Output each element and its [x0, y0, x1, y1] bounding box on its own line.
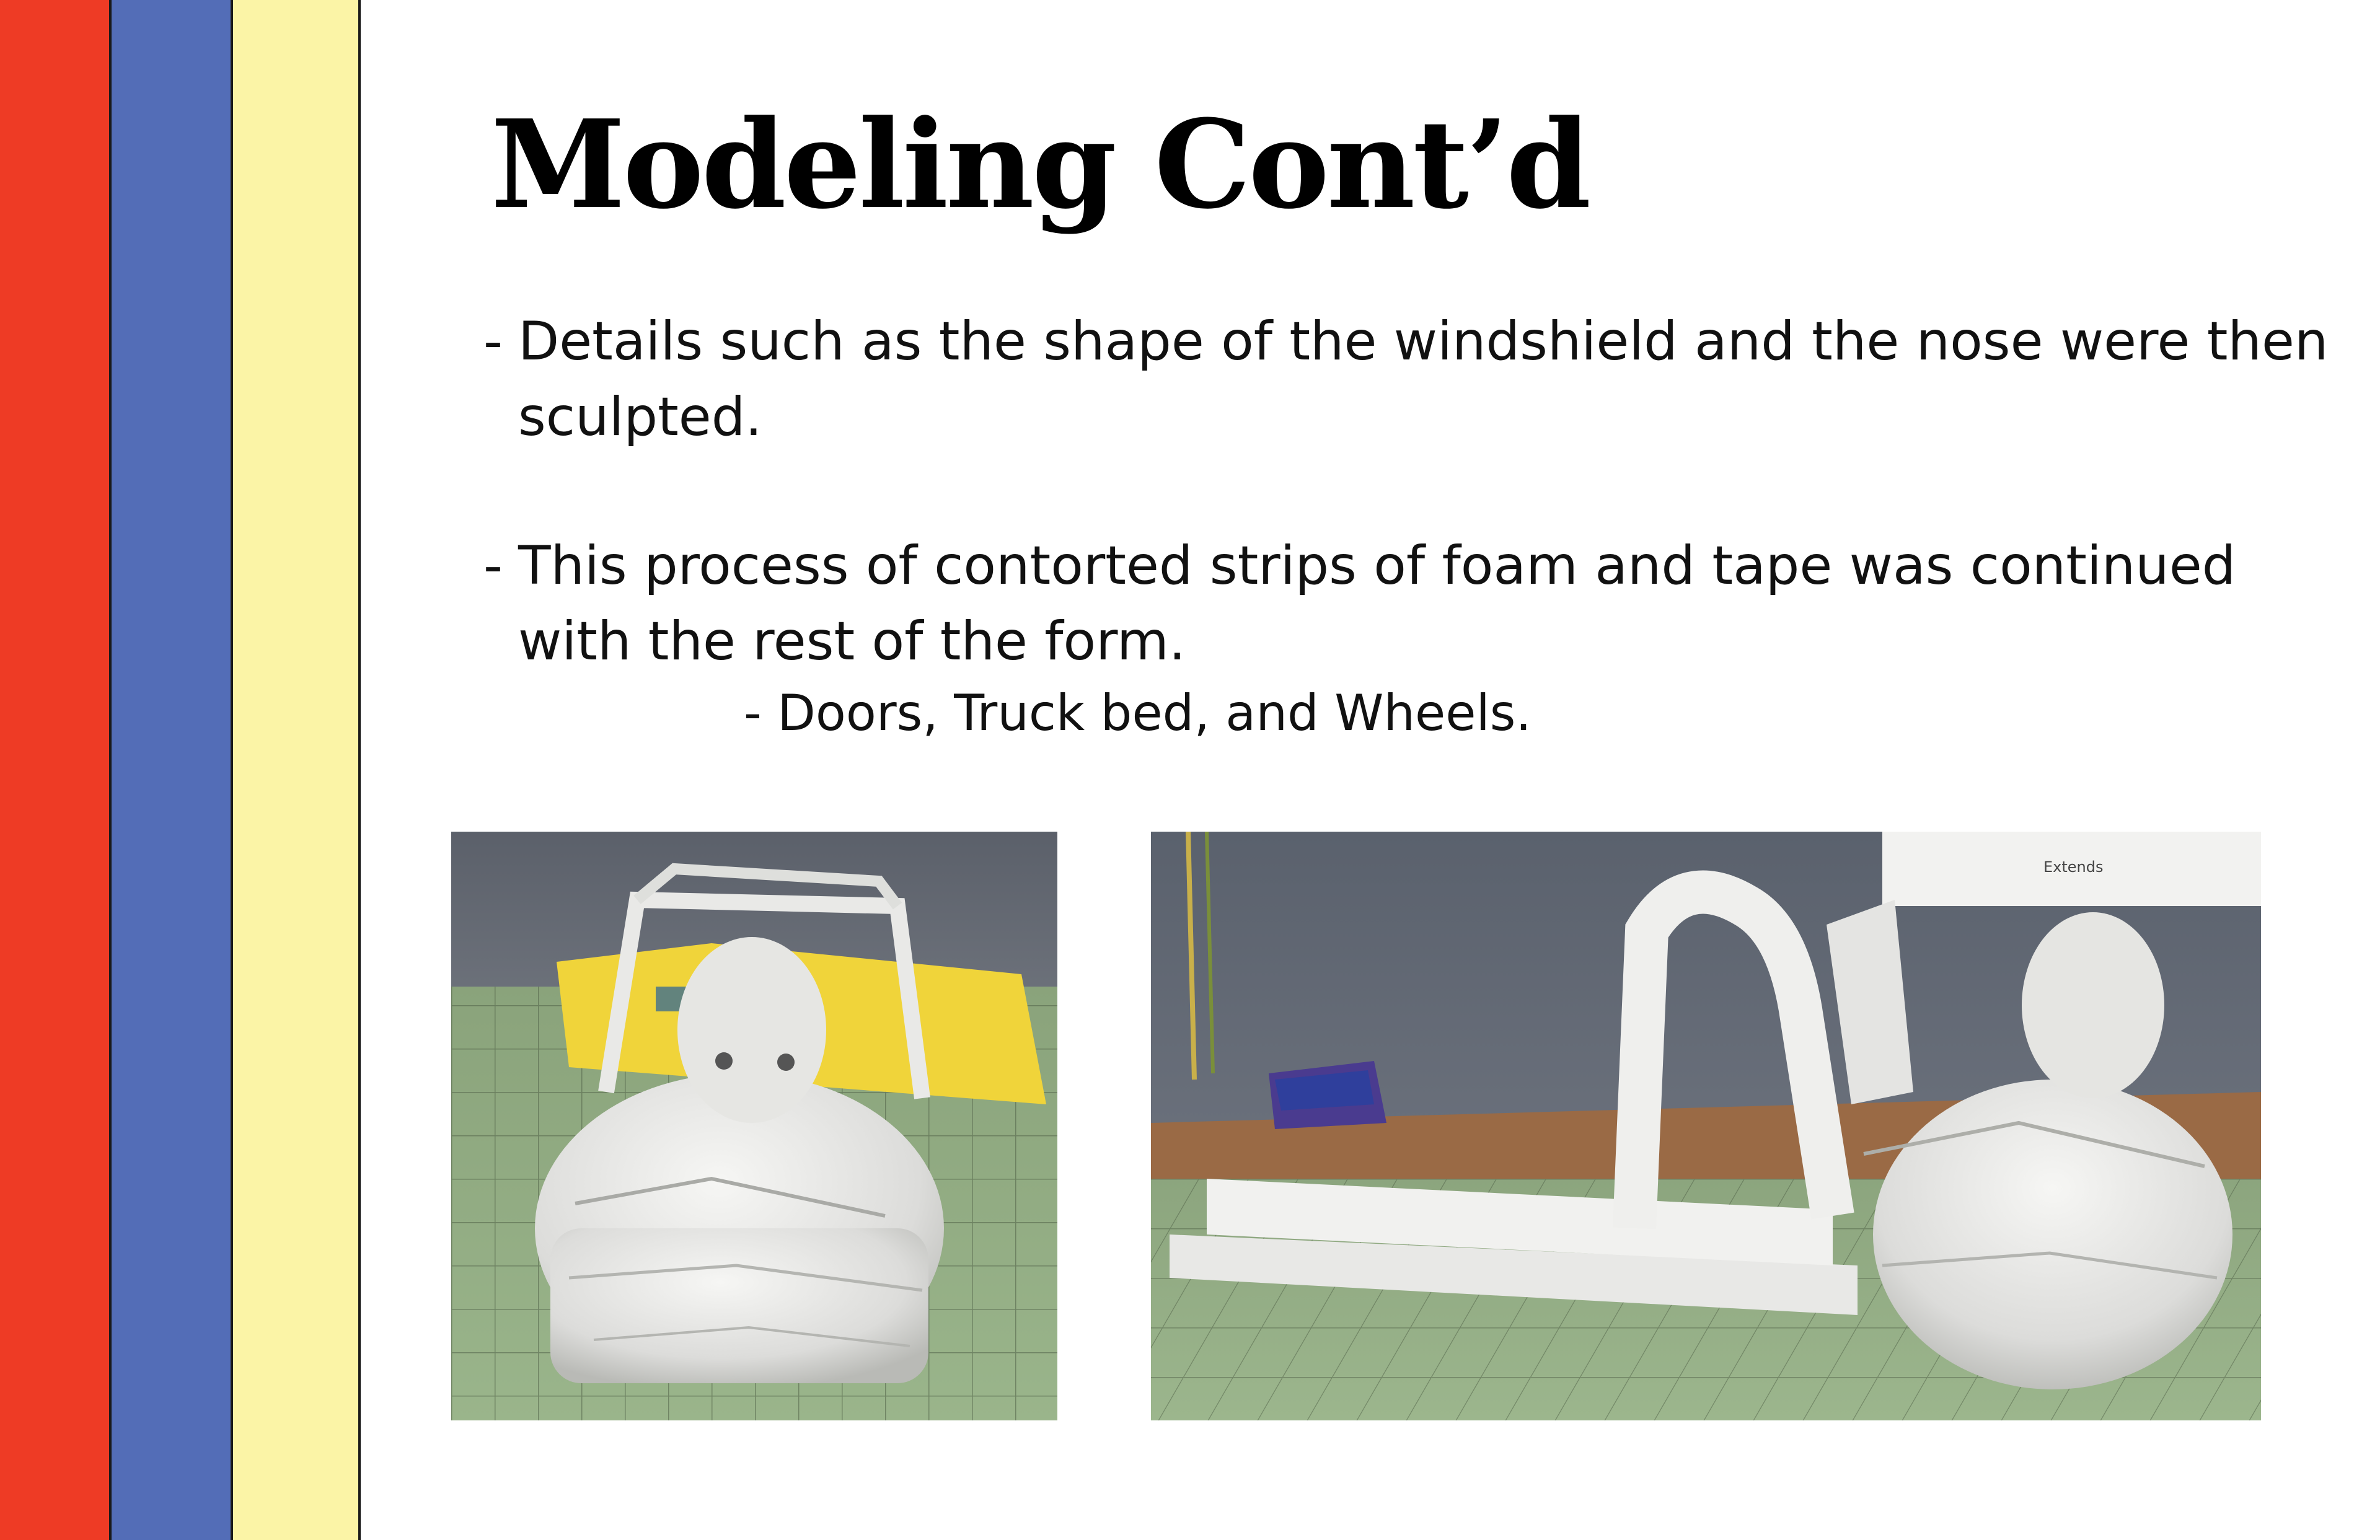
photo-side-view-image	[1151, 832, 2261, 1420]
blue-stripe	[112, 0, 233, 1540]
slide-title: Modeling Cont’d	[491, 94, 1589, 236]
bullet-1-line-2: sculpted.	[518, 386, 762, 448]
photo-front-view	[451, 832, 1057, 1420]
bullet-2-line-2: with the rest of the form.	[518, 610, 1186, 672]
bullet-dash: -	[483, 310, 503, 372]
photo-side-view	[1151, 832, 2261, 1420]
bullet-2	[483, 528, 2236, 679]
paper-note-text: Extends	[2043, 858, 2104, 876]
red-stripe	[0, 0, 112, 1540]
sub-bullet: - Doors, Truck bed, and Wheels.	[744, 684, 1532, 742]
bullet-2-line-1: This process of contorted strips of foam and tape was continued	[518, 535, 2236, 597]
bullet-1	[483, 304, 2328, 455]
photo-front-view-image	[451, 832, 1057, 1420]
yellow-stripe	[233, 0, 361, 1540]
bullet-1-line-1: Details such as the shape of the windshield and the nose were then	[518, 310, 2329, 372]
bullet-dash: -	[483, 535, 503, 597]
